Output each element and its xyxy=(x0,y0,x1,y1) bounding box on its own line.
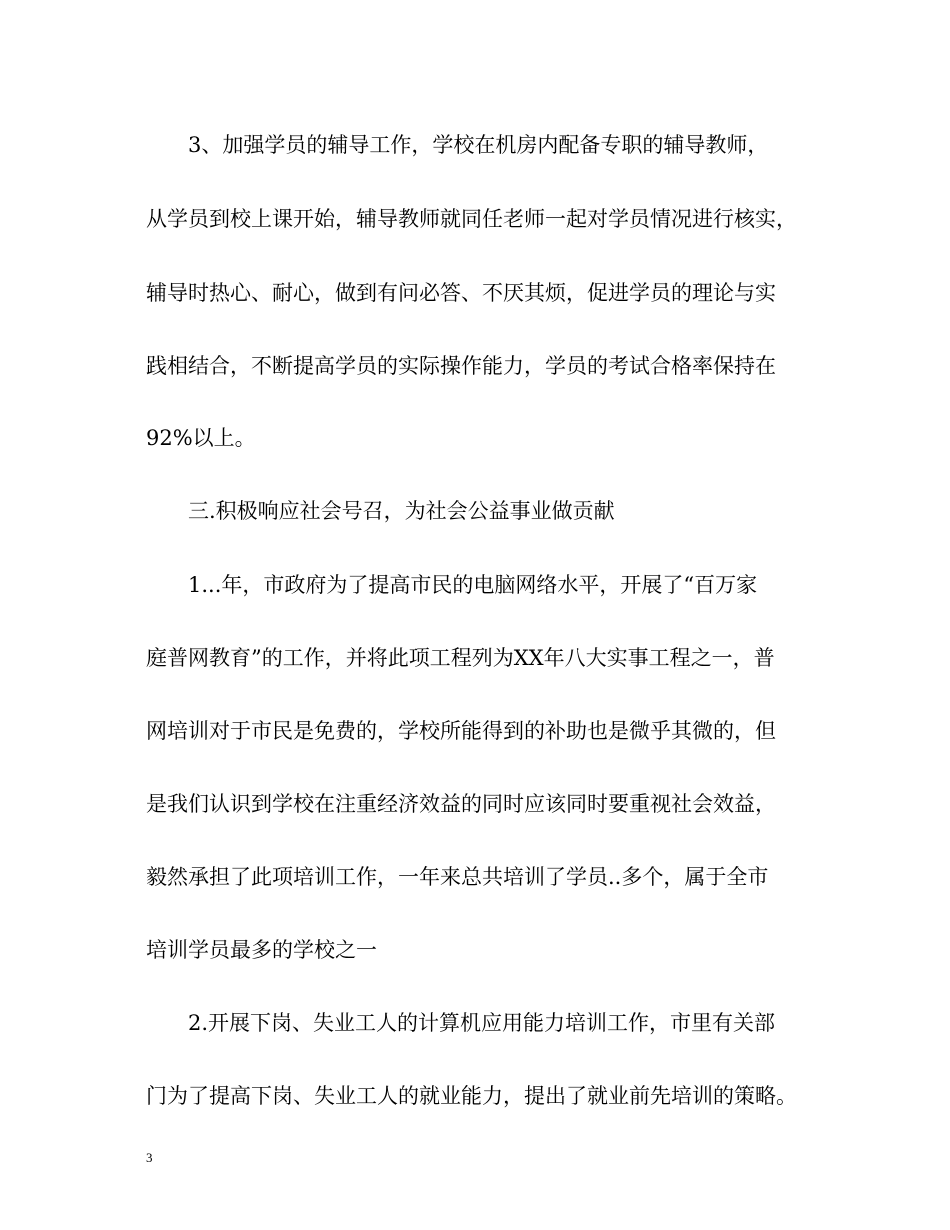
text-line-9: 网培训对于市民是免费的，学校所能得到的补助也是微乎其微的，但 xyxy=(146,719,776,743)
text-line-11: 毅然承担了此项培训工作，一年来总共培训了学员..多个，属于全市 xyxy=(146,865,769,889)
text-line-7: 1...年，市政府为了提高市民的电脑网络水平，开展了“百万家 xyxy=(188,573,758,597)
text-line-3: 辅导时热心、耐心，做到有问必答、不厌其烦，促进学员的理论与实 xyxy=(146,281,776,305)
text-line-5: 92%以上。 xyxy=(146,426,256,450)
text-line-1: 3、加强学员的辅导工作，学校在机房内配备专职的辅导教师， xyxy=(188,133,769,157)
text-line-13: 2.开展下岗、失业工人的计算机应用能力培训工作，市里有关部 xyxy=(188,1011,776,1035)
text-line-8: 庭普网教育”的工作，并将此项工程列为XX年八大实事工程之一，普 xyxy=(146,646,775,670)
text-line-14: 门为了提高下岗、失业工人的就业能力，提出了就业前先培训的策略。 xyxy=(146,1084,797,1108)
section-heading: 三.积极响应社会号召，为社会公益事业做贡献 xyxy=(188,499,615,523)
page-number: 3 xyxy=(146,1150,153,1165)
text-line-10: 是我们认识到学校在注重经济效益的同时应该同时要重视社会效益， xyxy=(146,792,776,816)
text-line-2: 从学员到校上课开始，辅导教师就同任老师一起对学员情况进行核实， xyxy=(146,207,797,231)
text-line-4: 践相结合，不断提高学员的实际操作能力，学员的考试合格率保持在 xyxy=(146,354,776,378)
text-line-12: 培训学员最多的学校之一 xyxy=(146,938,377,962)
